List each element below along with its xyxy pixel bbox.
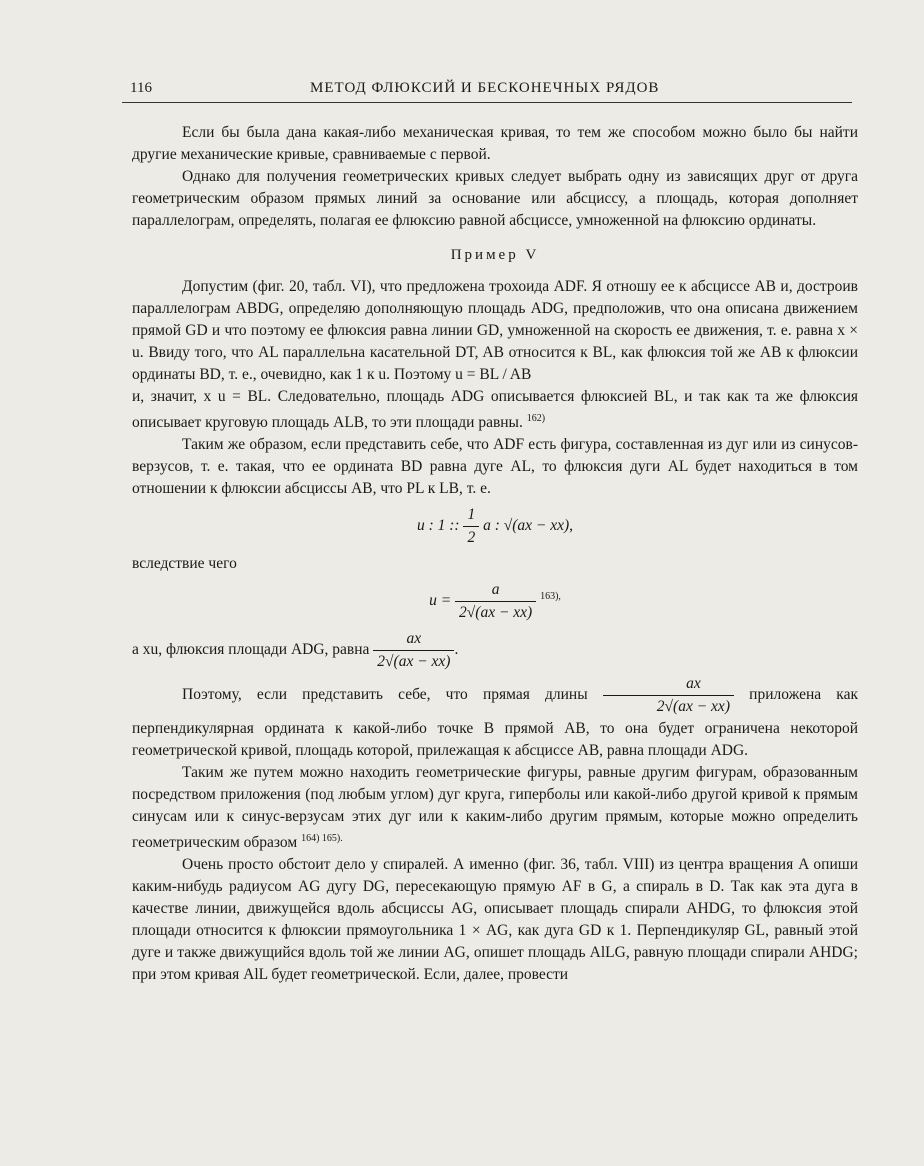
paragraph-8-text-b: приложена как перпендикулярная ордината к какой-либо точке B прямой AB, то она будет ограничена некоторой геометрической кривой, площадь которой, прилежащая к абсциссе AB, равна площади ADG. — [132, 686, 859, 760]
formula-1-fraction — [463, 504, 479, 549]
paragraph-9-text: Таким же путем можно находить геометрические фигуры, равные другим фигурам, образованным посредством приложения (под любым углом) дуг круга, гиперболы или какой-либо другой кривой к прямым синусам или к синус-верзусам этих дуг или к каким-либо другим прямым, которые можно определить геометрическим образом — [132, 764, 858, 852]
formula-3-den: 2√(ax − xx) — [377, 653, 451, 671]
formula-2-num: a — [455, 579, 536, 602]
paragraph-7-text: а xu, флюксия площади ADG, равна — [132, 641, 370, 659]
paragraph-8 — [132, 673, 858, 762]
formula-3-num: ax — [373, 628, 454, 651]
paragraph-4-text: и, значит, x u = BL. Следовательно, площадь ADG описывается флюксией BL, и так как та же флюксия описывает круговую площадь ALB, то эти площади равны. — [132, 388, 858, 432]
formula-4-fraction — [603, 673, 734, 718]
paragraph-8-text-a: Поэтому, если представить себе, что прямая длины — [182, 686, 588, 704]
page-header — [122, 78, 852, 103]
formula-1-num: 1 — [463, 504, 479, 527]
paragraph-5: Таким же образом, если представить себе, что ADF есть фигура, составленная из дуг или из синусов-верзусов, т. е. такая, что ее ордината BD равна дуге AL, то флюксия дуги AL будет находиться в том отношении к флюксии абсциссы AB, что PL к LB, т. е. — [132, 436, 858, 498]
formula-2-den: 2√(ax − xx) — [459, 604, 533, 622]
paragraph-6: вследствие чего — [132, 555, 237, 573]
formula-2-left: u = — [429, 592, 452, 610]
section-heading: Пример V — [450, 247, 540, 263]
formula-3-fraction — [373, 628, 454, 673]
footnote-164-165: 164) 165). — [301, 833, 343, 845]
paragraph-7: а xu, флюксия площади ADG, равна $\frac{ax}{2√(ax - xx)}$ . — [132, 628, 858, 673]
formula-1-right: a : √(ax − xx), — [483, 517, 574, 535]
paragraph-9 — [132, 762, 858, 854]
formula-1 — [132, 504, 858, 549]
paragraph-3: Допустим (фиг. 20, табл. VI), что предложена трохоида ADF. Я отношу ее к абсциссе AB и, достроив параллелограм ABDG, определяю дополняющую площадь ADG, предположив, что она описана движением прямой GD и что поэтому ее флюксия равна линии GD, умноженной на скорость ее движения, т. е. равна x × u. Ввиду того, что AL параллельна касательной DT, AB относится к BL, как флюксия той же AB к флюксии ординаты BD, т. е., очевидно, как 1 к u. Поэтому u = BL / AB — [132, 278, 858, 383]
formula-4-num: ax — [603, 673, 734, 696]
paragraph-2: Однако для получения геометрических кривых следует выбрать одну из зависящих друг от друга геометрическим образом прямых линий за основание или абсциссу, а площадь, которая дополняет параллелограм, определять, полагая ее флюксию равной абсциссе, умноженной на флюксию ординаты. — [132, 168, 858, 229]
formula-1-left: u : 1 :: — [416, 517, 460, 535]
formula-1-den: 2 — [467, 529, 476, 547]
footnote-162: 162) — [526, 413, 546, 424]
running-title: МЕТОД ФЛЮКСИЙ И БЕСКОНЕЧНЫХ РЯДОВ — [310, 80, 660, 96]
body-text — [132, 122, 858, 986]
page-number: 116 — [130, 80, 152, 96]
formula-2-note: 163), — [540, 591, 561, 603]
paragraph-1: Если бы была дана какая-либо механическая кривая, то тем же способом можно было бы найти другие механические кривые, сравниваемые с первой. — [132, 124, 858, 163]
paragraph-10: Очень просто обстоит дело у спиралей. А именно (фиг. 36, табл. VIII) из центра вращения A опиши каким-нибудь радиусом AG дугу DG, пересекающую прямую AF в G, а спираль в D. Так как эта дуга в качестве линии, движущейся вдоль абсциссы AG, описывает площадь спирали AHDG, то флюксия этой площади относится к флюксии прямоугольника 1 × AG, как дуга GD к 1. Перпендикуляр GL, равный этой дуге и также движущийся вдоль той же линии AG, опишет площадь AlLG, равную площади спирали AHDG; при этом кривая AlL будет геометрической. Если, далее, провести — [132, 856, 858, 984]
paragraph-4 — [132, 386, 858, 434]
formula-2 — [132, 579, 858, 624]
formula-4-den: 2√(ax − xx) — [656, 698, 730, 716]
formula-2-fraction — [455, 579, 536, 624]
